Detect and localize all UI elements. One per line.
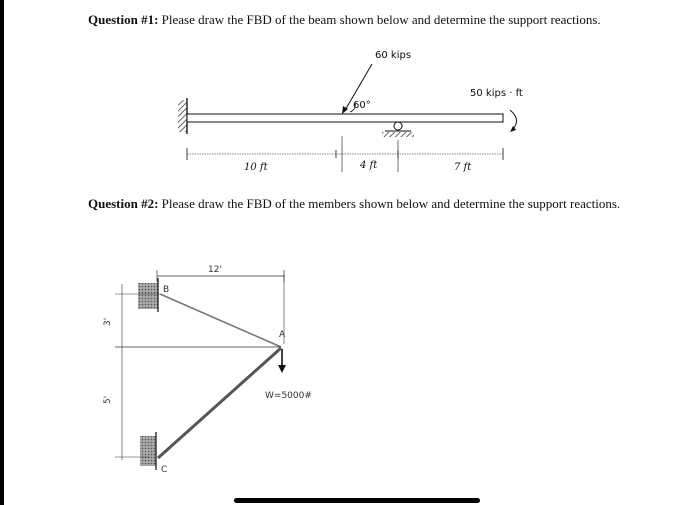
- weight-arrow: [278, 349, 286, 373]
- question-2-number: Question #2:: [88, 196, 159, 211]
- question-1-number: Question #1:: [88, 12, 159, 27]
- load-label: 60 kips: [375, 50, 412, 61]
- left-dim-top-label: 3': [103, 317, 113, 326]
- point-b-label: B: [163, 285, 170, 295]
- wall-support-b: [138, 283, 158, 309]
- fixed-wall-support: [178, 100, 187, 132]
- member-ab: [160, 294, 281, 347]
- dim-label-7ft: 7 ft: [454, 162, 472, 173]
- beam: [187, 114, 503, 122]
- weight-label: W=5000#: [265, 391, 312, 401]
- dim-label-4ft: 4 ft: [360, 160, 378, 171]
- angle-label: 60°: [353, 100, 371, 111]
- beam-figure: [178, 50, 523, 173]
- dim-label-10ft: 10 ft: [244, 162, 268, 173]
- moment-arrow-icon: [510, 110, 517, 132]
- question-1-body: Please draw the FBD of the beam shown below and determine the support reactions.: [158, 12, 601, 27]
- member-ac: [158, 348, 281, 458]
- point-a-label: A: [279, 330, 286, 340]
- question-2-body: Please draw the FBD of the members shown below and determine the support reactions.: [158, 196, 621, 211]
- wall-support-c: [140, 436, 156, 466]
- truss-figure: [103, 265, 312, 475]
- point-c-label: C: [161, 465, 168, 475]
- top-dim-label: 12': [208, 265, 222, 275]
- moment-label: 50 kips · ft: [470, 88, 523, 99]
- question-2-text: [88, 193, 633, 215]
- home-indicator[interactable]: [234, 498, 480, 503]
- left-dim-bottom-label: 5': [103, 395, 113, 404]
- roller-support: [382, 122, 414, 137]
